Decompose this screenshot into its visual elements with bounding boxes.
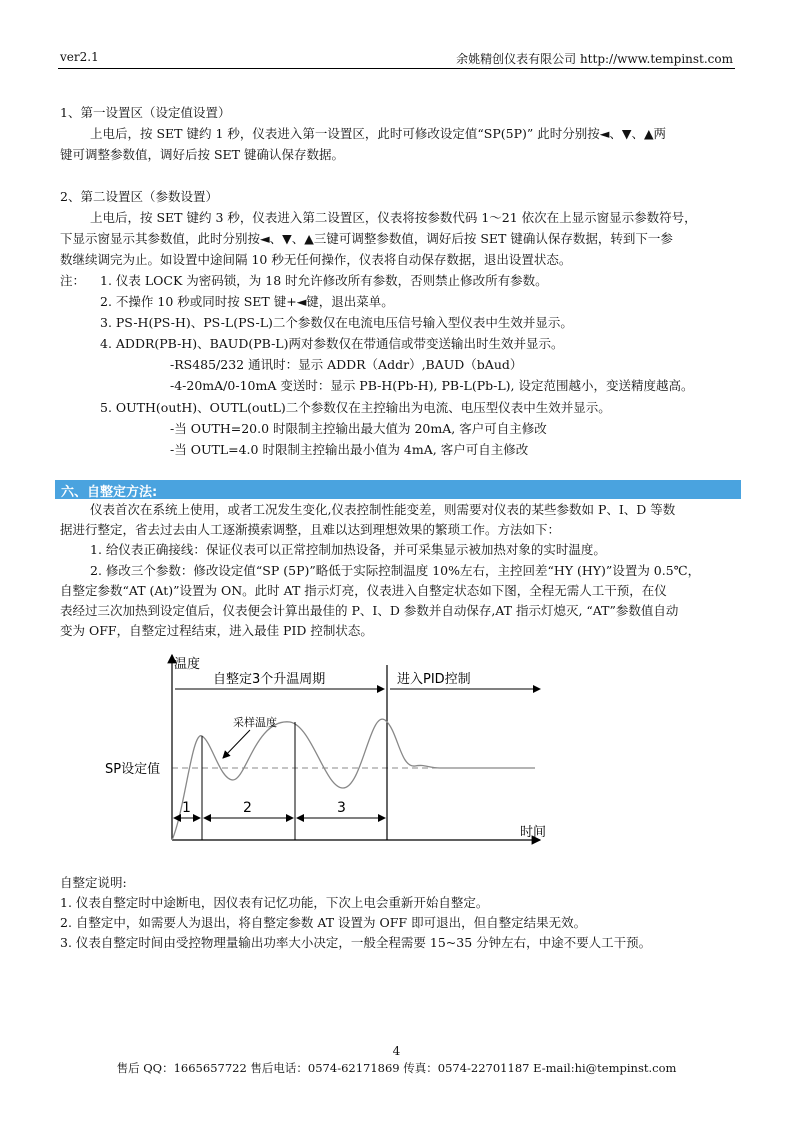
notes-label: 注： bbox=[60, 273, 86, 288]
note-5: 5. OUTH(outH)、OUTL(outL)二个参数仅在主控输出为电流、电压型仪表中生效并显示。 bbox=[100, 400, 611, 415]
x-axis-label: 时间 bbox=[520, 825, 547, 840]
section1-title: 1、第一设置区（设定值设置） bbox=[60, 105, 231, 120]
section2-line2: 下显示窗显示其参数值，此时分别按◄、▼、▲三键可调整参数值，调好后按 SET 键确认保存数据，转到下一参 bbox=[60, 231, 673, 246]
temperature-curve bbox=[172, 719, 535, 840]
period-label-2: 2 bbox=[243, 800, 252, 816]
note-5a: -当 OUTH=20.0 时限制主控输出最大值为 20mA, 客户可自主修改 bbox=[170, 421, 547, 436]
y-axis-label: 温度 bbox=[174, 657, 201, 672]
header-divider bbox=[58, 68, 735, 69]
note-2: 2. 不操作 10 秒或同时按 SET 键+◄键，退出菜单。 bbox=[100, 294, 394, 309]
section2-line1: 上电后，按 SET 键约 3 秒，仪表进入第二设置区，仪表将按参数代码 1～21 依次在上显示窗显示参数符号， bbox=[90, 210, 697, 225]
explain-1: 1. 仪表自整定时中途断电，因仪表有记忆功能，下次上电会重新开始自整定。 bbox=[60, 895, 489, 910]
period-label-3: 3 bbox=[337, 800, 346, 816]
page-number: 4 bbox=[392, 1044, 401, 1058]
section2-title: 2、第二设置区（参数设置） bbox=[60, 189, 218, 204]
note-4b: -4-20mA/0-10mA 变送时：显示 PB-H(Pb-H), PB-L(Pb-L), 设定范围越小，变送精度越高。 bbox=[170, 378, 694, 393]
section2-line3: 数继续调完为止。如设置中途间隔 10 秒无任何操作，仪表将自动保存数据，退出设置状态。 bbox=[60, 252, 572, 267]
section6-title: 六、自整定方法: bbox=[61, 485, 158, 500]
explain-2: 2. 自整定中，如需要人为退出，将自整定参数 AT 设置为 OFF 即可退出，但自整定结果无效。 bbox=[60, 915, 587, 930]
section6-step1: 1. 给仪表正确接线：保证仪表可以正常控制加热设备，并可采集显示被加热对象的实时温度。 bbox=[90, 542, 606, 557]
note-1: 1. 仪表 LOCK 为密码锁，为 18 时允许修改所有参数，否则禁止修改所有参数。 bbox=[100, 273, 548, 288]
sample-pointer bbox=[223, 730, 250, 758]
note-4: 4. ADDR(PB-H)、BAUD(PB-L)两对参数仅在带通信或带变送输出时生效并显示。 bbox=[100, 336, 564, 351]
section6-step2a: 2. 修改三个参数：修改设定值“SP (5P)”略低于实际控制温度 10%左右，主控回差“HY (HY)”设置为 0.5℃， bbox=[90, 563, 701, 578]
section6-step2c: 表经过三次加热到设定值后，仪表便会计算出最佳的 P、I、D 参数并自动保存,AT 指示灯熄灭, “AT”参数值自动 bbox=[60, 603, 679, 618]
section6-step2b: 自整定参数“AT (At)”设置为 ON。此时 AT 指示灯亮，仪表进入自整定状态如下图，全程无需人工干预，在仪 bbox=[60, 583, 667, 598]
phase-label: 自整定3个升温周期 bbox=[213, 672, 326, 687]
section6-p1a: 仪表首次在系统上使用，或者工况发生变化,仪表控制性能变差，则需要对仪表的某些参数如 P、I、D 等数 bbox=[90, 502, 676, 517]
section1-line1: 上电后，按 SET 键约 1 秒，仪表进入第一设置区，此时可修改设定值“SP(5P)” 此时分别按◄、▼、▲两 bbox=[90, 126, 667, 141]
section6-banner bbox=[55, 480, 741, 499]
section6-step2d: 变为 OFF，自整定过程结束，进入最佳 PID 控制状态。 bbox=[60, 623, 373, 638]
header-version: ver2.1 bbox=[60, 50, 99, 64]
section6-p1b: 据进行整定，省去过去由人工逐渐摸索调整，且难以达到理想效果的繁琐工作。方法如下： bbox=[60, 522, 561, 537]
setpoint-label: SP设定值 bbox=[105, 762, 161, 777]
section1-line2: 键可调整参数值，调好后按 SET 键确认保存数据。 bbox=[60, 147, 344, 162]
pid-label: 进入PID控制 bbox=[397, 672, 471, 687]
note-4a: -RS485/232 通讯时：显示 ADDR（Addr）,BAUD（bAud） bbox=[170, 357, 523, 372]
note-5b: -当 OUTL=4.0 时限制主控输出最小值为 4mA, 客户可自主修改 bbox=[170, 442, 529, 457]
period-label-1: 1 bbox=[182, 800, 191, 816]
explain-title: 自整定说明: bbox=[60, 875, 127, 890]
header-company: 余姚精创仪表有限公司 http://www.tempinst.com bbox=[456, 52, 733, 66]
note-3: 3. PS-H(PS-H)、PS-L(PS-L)二个参数仅在电流电压信号输入型仪表中生效并显示。 bbox=[100, 315, 573, 330]
autotune-diagram bbox=[100, 640, 560, 850]
explain-3: 3. 仪表自整定时间由受控物理量输出功率大小决定，一般全程需要 15~35 分钟左右，中途不要人工干预。 bbox=[60, 935, 652, 950]
footer-contact: 售后 QQ：1665657722 售后电话：0574-62171869 传真：0574-22701187 E-mail:hi@tempinst.com bbox=[116, 1061, 677, 1075]
sample-label: 采样温度 bbox=[233, 716, 277, 729]
